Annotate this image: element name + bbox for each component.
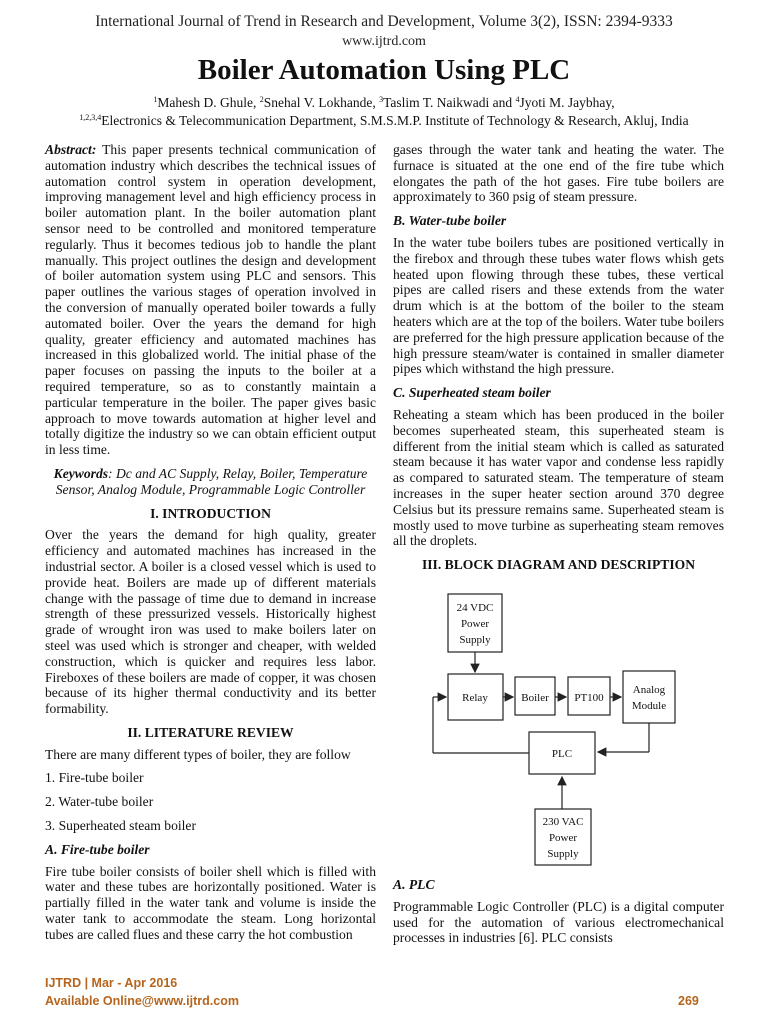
journal-website: www.ijtrd.com (342, 34, 426, 49)
author-2-sup: 2 (259, 95, 264, 104)
left-column (45, 142, 376, 951)
fire-tube-continued: gases through the water tank and heating the water. The furnace is situated at the one end of the fire tube which elongates the path of the hot gases. Fire tube boilers are approximately to 360 psig of steam pressure. (393, 142, 724, 205)
fire-tube-text: Fire tube boiler consists of boiler shell which is filled with water and these tubes are horizontally positioned. Water is partially filled in the water tank and volume is inside the water tank to accommodate the steam. Long horizontal tubes are called flues and these carry the hot combustion (45, 863, 376, 942)
author-4-sup: 4 (515, 95, 520, 104)
right-column (393, 142, 724, 954)
list-item: 2. Water-tube boiler (45, 794, 154, 810)
footer-website: Available Online@www.ijtrd.com (45, 994, 239, 1008)
superheated-text: Reheating a steam which has been produced in the boiler becomes superheated steam, this superheated steam is different from the initial steam which is called as saturated steam because it has water vapor and condense less rapidly as compared to saturated steam. The temperature of steam increases in the super heater section around 370 degree Celsius but its pressure remains same. Superheated steam is mostly used to move turbine as superheating steam removes all the droplets. (393, 406, 724, 549)
paper-title: Boiler Automation Using PLC (197, 54, 571, 86)
dc-supply-label-2: Power (460, 617, 490, 630)
author-list (0, 95, 768, 111)
block-diagram-svg (393, 579, 724, 871)
section-introduction-heading: I. INTRODUCTION (150, 505, 271, 521)
list-item: 1. Fire-tube boiler (45, 770, 144, 786)
pt100-label: PT100 (574, 691, 604, 704)
analog-module-label-2: Module (631, 699, 667, 712)
plc-text: Programmable Logic Controller (PLC) is a digital computer used for the automation of various electromechanical processes in industries [6]. PLC consists (393, 898, 724, 946)
author-1-sup: 1 (153, 95, 158, 104)
dc-supply-label-3: Supply (459, 633, 491, 646)
author-1: Mahesh D. Ghule, (157, 95, 260, 110)
fire-tube-heading: A. Fire-tube boiler (45, 841, 150, 857)
analog-module-label-1: Analog (632, 683, 666, 696)
water-tube-text: In the water tube boilers tubes are positioned vertically in the firebox and through these tubes water flows whish gets heated upon flowing through these tubes, these vertical pipes are called risers and these extends from the water drum which is at the bottom of the boiler to the steam heaters which are at the top of the boilers. Water tube boilers are preferred for the high pressure application because of the high pressure steam/water is contained in smaller diameter pipes which withstand the high pressure. (393, 234, 724, 377)
author-3-sup: 3 (379, 95, 384, 104)
affiliation-text: Electronics & Telecommunication Department, S.M.S.M.P. Institute of Technology & Research, Akluj, India (101, 113, 689, 128)
affiliation (0, 113, 768, 129)
dc-supply-label-1: 24 VDC (456, 601, 494, 614)
author-4: Jyoti M. Jaybhay, (519, 95, 615, 110)
footer-issue: IJTRD | Mar - Apr 2016 (45, 976, 178, 990)
section-literature-review-heading: II. LITERATURE REVIEW (127, 724, 294, 740)
boiler-type-list (45, 770, 376, 833)
ac-supply-label-1: 230 VAC (542, 815, 584, 828)
block-diagram (393, 579, 724, 871)
plc-label: PLC (551, 747, 573, 760)
ac-supply-label-2: Power (548, 831, 578, 844)
analog-module-box (623, 671, 675, 723)
literature-intro: There are many different types of boiler, they are follow (45, 746, 351, 762)
superheated-heading: C. Superheated steam boiler (393, 385, 551, 401)
page-number: 269 (678, 994, 699, 1008)
ac-supply-label-3: Supply (547, 847, 579, 860)
affiliation-sup: 1,2,3,4 (79, 113, 102, 122)
keywords-label: Keywords (53, 465, 109, 481)
abstract (45, 142, 376, 458)
abstract-label: Abstract: (45, 142, 97, 157)
introduction-text: Over the years the demand for high quality, greater efficiency and automated machines has increased in the industrial sector. A boiler is a closed vessel which is used to provide heat. Boilers are made up of different materials change with the passage of time due to demand in increase strength of these pressurized vessels. Historically highest grade of wrought iron was used to make boilers later on steel was used which is stronger and cheaper, with welded construction, which is quicker and requires less labor. Fireboxes of these boilers are made of copper, it was chosen because of its higher thermal conductivity and its better formability. (45, 527, 376, 717)
relay-label: Relay (462, 691, 488, 704)
journal-header: International Journal of Trend in Research and Development, Volume 3(2), ISSN: 2394-9333 (95, 13, 673, 30)
list-item: 3. Superheated steam boiler (45, 818, 196, 834)
water-tube-heading: B. Water-tube boiler (393, 213, 507, 229)
plc-heading: A. PLC (393, 876, 435, 892)
abstract-text: This paper presents technical communication of automation industry which describes the technical issues of automation control system in operation development, improving management level and high efficiency process in boiler automation plant. In the boiler automation plant sensor need to be controlled and monitored temperature regularly. Thus it becomes tedious job to handle the plant manually. This project outlines the design and development of boiler automation system using PLC and sensors. This paper outlines the various stages of operation involved in the conversion of manually operated boiler towards a fully automated boiler. Over the years the demand for high quality, greater efficiency and automated machines has increased in this globalized world. The initial phase of the paper focuses on passing the inputs to the boiler at a required temperature, so as to constantly maintain a particular temperature in the boiler. The paper gives basic approach to move towards automation at higher level and totally digitize the industry so we can obtain efficient output in less time. (45, 142, 376, 458)
author-2: Snehal V. Lokhande, (263, 95, 380, 110)
section-block-diagram-heading: III. BLOCK DIAGRAM AND DESCRIPTION (421, 557, 696, 573)
keywords-text: : Dc and AC Supply, Relay, Boiler, Temperature Sensor, Analog Module, Programmable Logic Controller (55, 465, 368, 497)
boiler-label: Boiler (521, 691, 549, 704)
keywords (45, 466, 376, 498)
author-3: Taslim T. Naikwadi and (383, 95, 516, 110)
